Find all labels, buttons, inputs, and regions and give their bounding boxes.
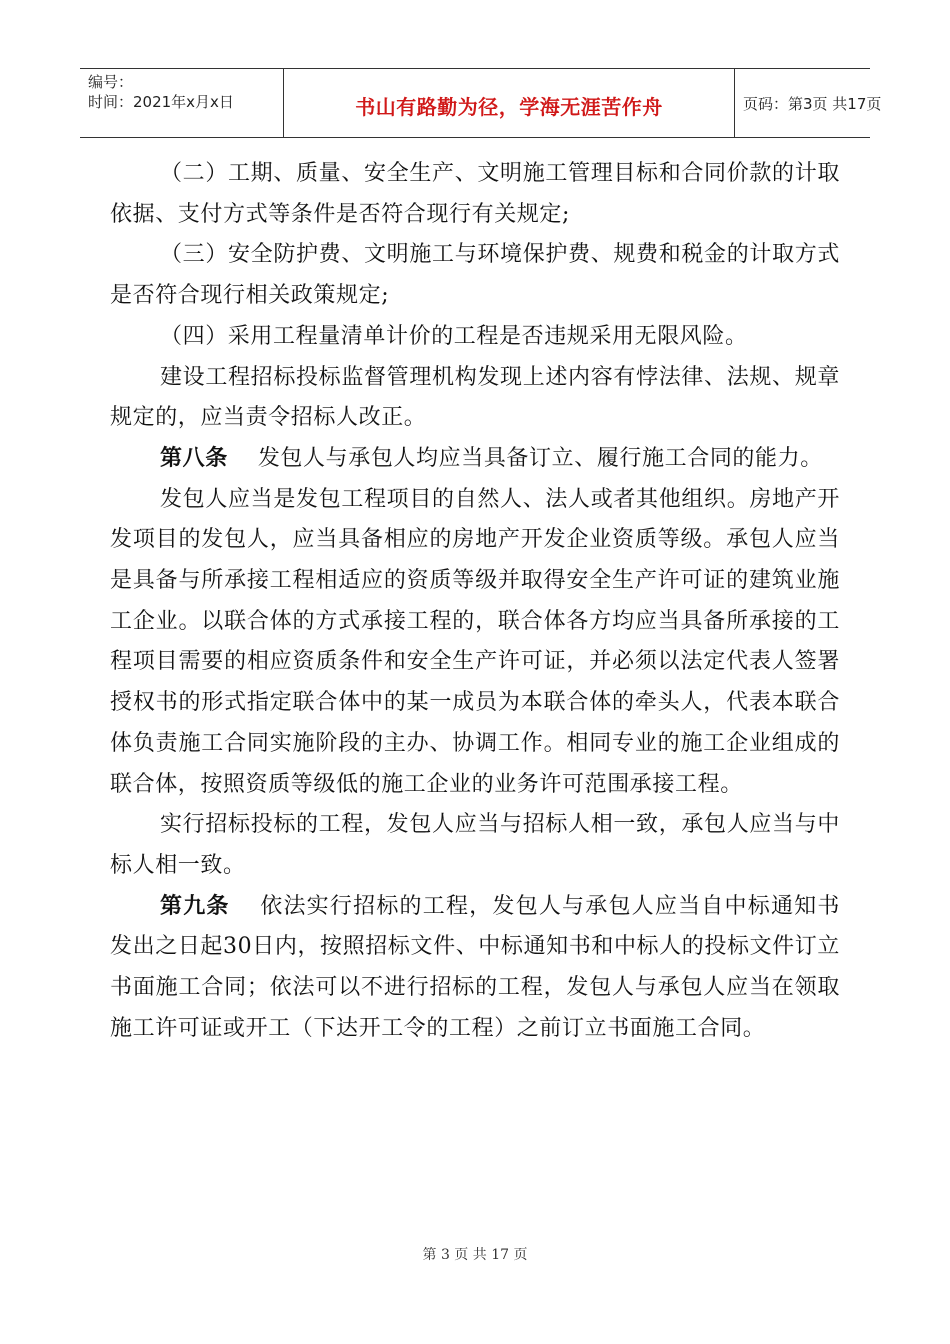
article-9 (110, 887, 840, 1050)
header-page-cell (735, 69, 882, 137)
article-9-title: 第九条 (160, 893, 230, 919)
paragraph-contractor-qualification: 发包人应当是发包工程项目的自然人、法人或者其他组织。房地产开发项目的发包人，应当具备相应的房地产开发企业资质等级。承包人应当是具备与所承接工程相适应的资质等级并取得安全生产许可证的建筑业施工企业。以联合体的方式承接工程的，联合体各方均应当具备所承接的工程项目需要的相应资质条件和安全生产许可证，并必须以法定代表人签署授权书的形式指定联合体中的某一成员为本联合体的牵头人，代表本联合体负责施工合同实施阶段的主办、协调工作。相同专业的施工企业组成的联合体，按照资质等级低的施工企业的业务许可范围承接工程。 (110, 486, 840, 797)
paragraph-item-2: （二）工期、质量、安全生产、文明施工管理目标和合同价款的计取依据、支付方式等条件是否符合现行有关规定; (110, 161, 840, 227)
document-header (80, 68, 882, 138)
time-label: 时间：2021年x月x日 (88, 93, 234, 111)
article-8-title: 第八条 (160, 445, 228, 471)
motto-text: 书山有路勤为径，学海无涯苦作舟 (355, 95, 663, 119)
article-8-text: 发包人与承包人均应当具备订立、履行施工合同的能力。 (257, 445, 823, 471)
header-motto-cell (283, 69, 735, 137)
page-footer: 第 3 页 共 17 页 (422, 1247, 528, 1263)
paragraph-bidding-consistency: 实行招标投标的工程，发包人应当与招标人相一致，承包人应当与中标人相一致。 (110, 812, 840, 878)
paragraph-item-3: （三）安全防护费、文明施工与环境保护费、规费和税金的计取方式是否符合现行相关政策规定; (110, 242, 840, 309)
header-meta-cell (80, 69, 283, 137)
paragraph-supervision: 建设工程招标投标监督管理机构发现上述内容有悖法律、法规、规章规定的，应当责令招标人改正。 (110, 364, 840, 431)
paragraph-item-4: （四）采用工程量清单计价的工程是否违规采用无限风险。 (160, 323, 748, 349)
article-9-text: 依法实行招标的工程，发包人与承包人应当自中标通知书发出之日起30日内，按照招标文件、中标通知书和中标人的投标文件订立书面施工合同；依法可以不进行招标的工程，发包人与承包人应当在领取施工许可证或开工（下达开工令的工程）之前订立书面施工合同。 (110, 893, 840, 1041)
page-code: 页码：第3页 共17页 (743, 95, 882, 113)
number-label: 编号： (88, 73, 134, 91)
document-body (110, 154, 840, 1049)
article-8 (110, 439, 840, 480)
